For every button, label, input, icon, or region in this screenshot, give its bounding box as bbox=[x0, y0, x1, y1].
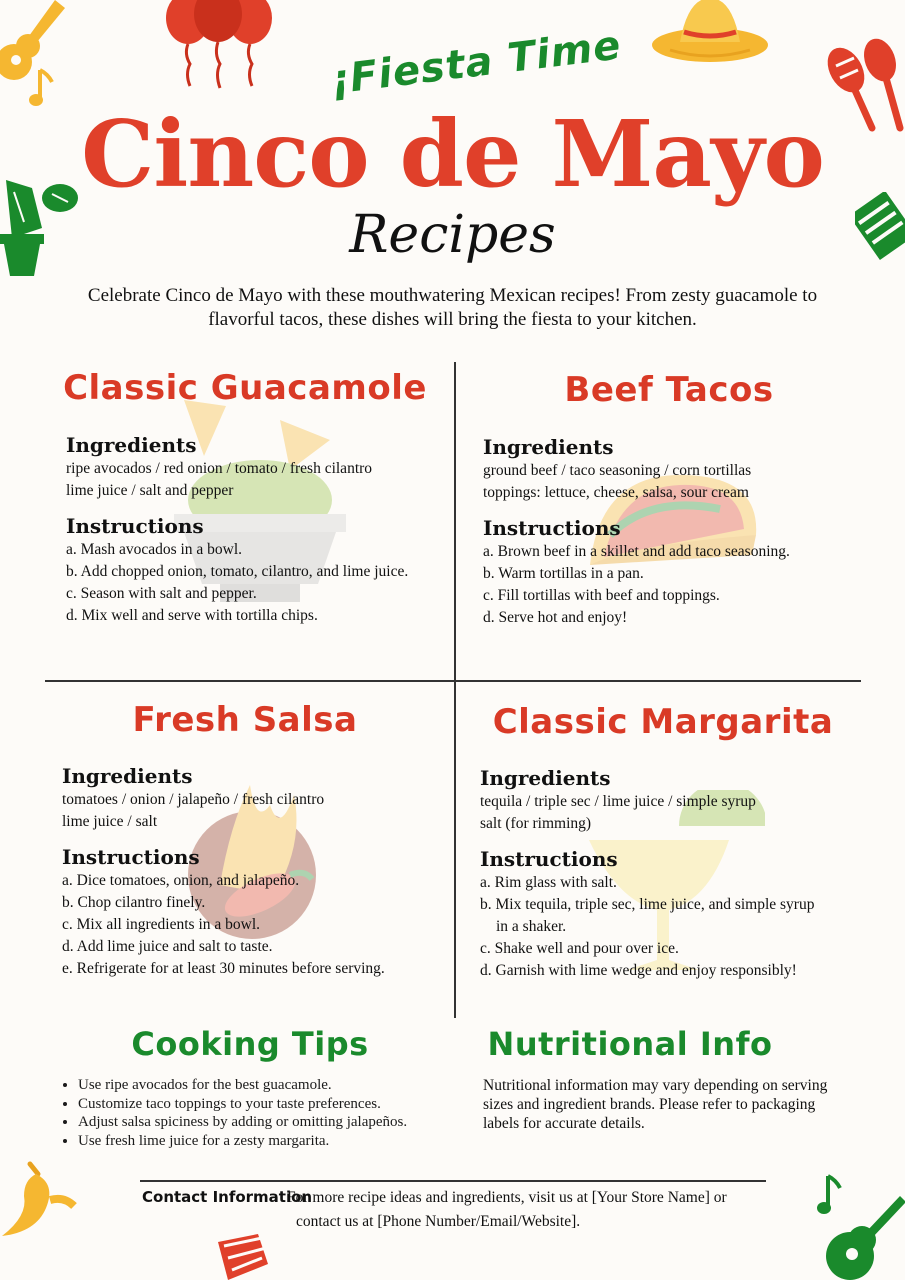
cooking-tips bbox=[60, 1076, 450, 1150]
instructions-list bbox=[66, 539, 426, 627]
instructions-heading: Instructions bbox=[66, 514, 204, 538]
recipe-title-fresh-salsa: Fresh Salsa bbox=[132, 700, 358, 740]
ingredient-line: tomatoes / onion / jalapeño / fresh cilantro bbox=[62, 791, 325, 808]
ingredients-list bbox=[62, 789, 442, 833]
instruction-step: b. Chop cilantro finely. bbox=[62, 894, 206, 911]
instruction-step: d. Add lime juice and salt to taste. bbox=[62, 938, 273, 955]
instruction-step: c. Shake well and pour over ice. bbox=[480, 940, 679, 957]
page-subtitle: Recipes bbox=[349, 205, 556, 265]
ingredient-line: ground beef / taco seasoning / corn tortillas bbox=[483, 462, 752, 479]
pinata-icon bbox=[212, 1232, 272, 1280]
recipe-guacamole bbox=[66, 433, 446, 627]
list-item: • Adjust salsa spiciness by adding or omitting jalapeños. bbox=[78, 1113, 450, 1132]
instruction-step: c. Fill tortillas with beef and toppings. bbox=[483, 587, 720, 604]
horizontal-divider bbox=[45, 680, 861, 682]
instruction-step: e. Refrigerate for at least 30 minutes before serving. bbox=[62, 960, 385, 977]
guitar-icon bbox=[806, 1172, 905, 1280]
nutritional-info-title: Nutritional Info bbox=[487, 1025, 773, 1063]
instruction-step: a. Rim glass with salt. bbox=[480, 874, 617, 891]
recipe-fresh-salsa bbox=[62, 764, 442, 980]
ingredients-heading: Ingredients bbox=[483, 435, 614, 459]
instruction-step: c. Mix all ingredients in a bowl. bbox=[62, 916, 261, 933]
list-item: • Use ripe avocados for the best guacamole. bbox=[78, 1076, 450, 1095]
chili-pepper-icon bbox=[0, 1160, 80, 1240]
nutritional-info-text: Nutritional information may vary depending on serving sizes and ingredient brands. Please refer to packaging labels for accurate details. bbox=[483, 1077, 828, 1132]
instructions-heading: Instructions bbox=[483, 516, 621, 540]
instruction-step: a. Brown beef in a skillet and add taco seasoning. bbox=[483, 543, 790, 560]
recipe-beef-tacos bbox=[483, 435, 883, 629]
cooking-tips-title: Cooking Tips bbox=[131, 1025, 369, 1063]
balloons-icon bbox=[160, 0, 280, 95]
ingredients-list bbox=[66, 458, 446, 502]
tagline: ¡Fiesta Time bbox=[328, 22, 624, 104]
instructions-heading: Instructions bbox=[480, 847, 618, 871]
ingredients-heading: Ingredients bbox=[480, 766, 611, 790]
ingredient-line: lime juice / salt and pepper bbox=[66, 482, 234, 499]
vertical-divider bbox=[454, 362, 456, 1018]
recipe-title-guacamole: Classic Guacamole bbox=[63, 368, 427, 408]
ingredients-list bbox=[483, 460, 883, 504]
instruction-step: b. Mix tequila, triple sec, lime juice, and simple syrup in a shaker. bbox=[480, 896, 815, 935]
instruction-step: c. Season with salt and pepper. bbox=[66, 585, 257, 602]
instructions-heading: Instructions bbox=[62, 845, 200, 869]
contact-line-1: For more recipe ideas and ingredients, visit us at [Your Store Name] or bbox=[287, 1189, 727, 1206]
ingredient-line: tequila / triple sec / lime juice / simple syrup bbox=[480, 793, 756, 810]
intro-text: Celebrate Cinco de Mayo with these mouthwatering Mexican recipes! From zesty guacamole to flavorful tacos, these dishes will bring the fiesta to your kitchen. bbox=[87, 285, 818, 330]
ingredients-list bbox=[480, 791, 890, 835]
instructions-list bbox=[480, 872, 820, 982]
ingredient-line: ripe avocados / red onion / tomato / fresh cilantro bbox=[66, 460, 373, 477]
recipe-title-classic-margarita: Classic Margarita bbox=[492, 702, 834, 742]
ingredient-line: toppings: lettuce, cheese, salsa, sour cream bbox=[483, 484, 749, 501]
instructions-list bbox=[62, 870, 392, 980]
instruction-step: a. Mash avocados in a bowl. bbox=[66, 541, 243, 558]
ingredient-line: salt (for rimming) bbox=[480, 815, 592, 832]
ingredients-heading: Ingredients bbox=[66, 433, 197, 457]
page-title: Cinco de Mayo bbox=[81, 100, 824, 208]
list-item: • Use fresh lime juice for a zesty margarita. bbox=[78, 1132, 450, 1151]
list-item: • Customize taco toppings to your taste preferences. bbox=[78, 1095, 450, 1114]
instruction-step: b. Warm tortillas in a pan. bbox=[483, 565, 644, 582]
ingredients-heading: Ingredients bbox=[62, 764, 193, 788]
instruction-step: b. Add chopped onion, tomato, cilantro, and lime juice. bbox=[66, 563, 409, 580]
footer-divider bbox=[140, 1180, 766, 1182]
sombrero-icon bbox=[650, 0, 770, 65]
instruction-step: d. Garnish with lime wedge and enjoy responsibly! bbox=[480, 962, 797, 979]
instruction-step: d. Serve hot and enjoy! bbox=[483, 609, 628, 626]
recipe-title-beef-tacos: Beef Tacos bbox=[564, 370, 774, 410]
contact-line-2: contact us at [Phone Number/Email/Website]. bbox=[296, 1213, 581, 1230]
instruction-step: a. Dice tomatoes, onion, and jalapeño. bbox=[62, 872, 300, 889]
instruction-step: d. Mix well and serve with tortilla chips. bbox=[66, 607, 318, 624]
recipe-classic-margarita bbox=[480, 766, 890, 982]
tips-list bbox=[60, 1076, 450, 1150]
instructions-list bbox=[483, 541, 883, 629]
contact-label: Contact Information bbox=[142, 1188, 313, 1206]
ingredient-line: lime juice / salt bbox=[62, 813, 158, 830]
